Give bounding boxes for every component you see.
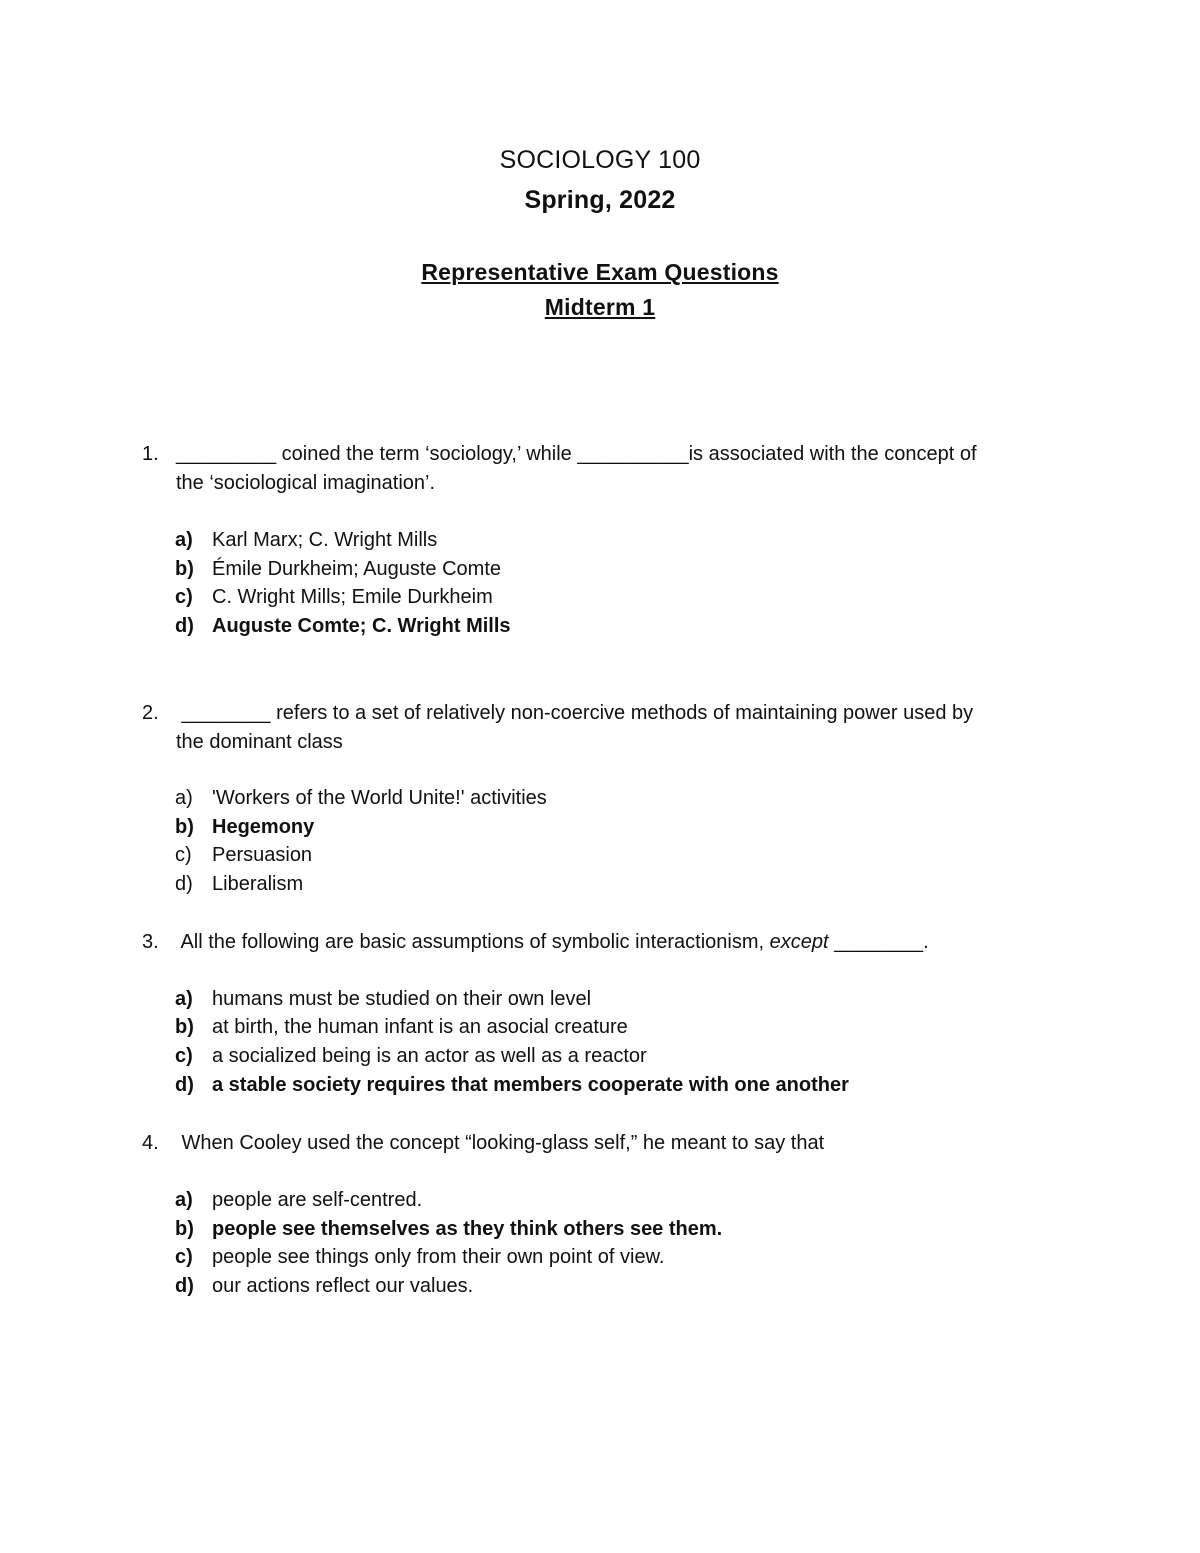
question-text-part: All the following are basic assumptions of symbolic interactionism, [176, 931, 770, 953]
question-text [176, 1129, 1056, 1158]
question-text-line: When Cooley used the concept “looking-glass self,” he meant to say that [176, 1132, 825, 1154]
option-letter: d) [175, 1074, 194, 1096]
question-number: 4. [142, 1132, 159, 1154]
option-text: Liberalism [212, 873, 304, 895]
option-text: Karl Marx; C. Wright Mills [212, 529, 438, 551]
option-text: Persuasion [212, 844, 313, 866]
answer-option[interactable] [175, 784, 547, 812]
option-letter: c) [175, 1246, 193, 1268]
option-letter: c) [175, 844, 192, 866]
option-letter: d) [175, 615, 194, 637]
option-letter: c) [175, 1045, 193, 1067]
option-letter: c) [175, 586, 193, 608]
option-text: Auguste Comte; C. Wright Mills [212, 615, 511, 637]
answer-option[interactable] [175, 526, 437, 554]
option-text: Hegemony [212, 816, 315, 838]
option-text: our actions reflect our values. [212, 1275, 474, 1297]
course-title: SOCIOLOGY 100 [499, 146, 701, 174]
option-text: people are self-centred. [212, 1189, 423, 1211]
option-text: Émile Durkheim; Auguste Comte [212, 558, 502, 580]
option-text: a socialized being is an actor as well as a reactor [212, 1045, 647, 1067]
option-letter: b) [175, 1016, 194, 1038]
option-letter: b) [175, 1218, 194, 1240]
option-letter: a) [175, 529, 193, 551]
question-number: 1. [142, 443, 159, 465]
option-letter: d) [175, 873, 193, 895]
option-text: people see themselves as they think others see them. [212, 1218, 723, 1240]
question-text [176, 699, 1056, 756]
exam-name: Midterm 1 [544, 294, 656, 320]
term-label: Spring, 2022 [524, 186, 676, 214]
question-number: 3. [142, 931, 159, 953]
answer-option[interactable] [175, 1272, 473, 1300]
question-text-line: _________ coined the term ‘sociology,’ while __________is associated with the concept of [176, 443, 977, 465]
question-text-line: the dominant class [176, 730, 343, 753]
answer-option[interactable] [175, 1042, 647, 1070]
option-text: at birth, the human infant is an asocial creature [212, 1016, 628, 1038]
option-letter: a) [175, 1189, 193, 1211]
question-text [176, 928, 1056, 957]
option-letter: b) [175, 816, 194, 838]
question-text-line: the ‘sociological imagination’. [176, 471, 436, 494]
answer-option[interactable] [175, 870, 303, 898]
option-text: people see things only from their own point of view. [212, 1246, 665, 1268]
question-emphasis: except [769, 931, 829, 953]
option-text: 'Workers of the World Unite!' activities [212, 787, 547, 809]
question-text-line: ________ refers to a set of relatively non-coercive methods of maintaining power used by [176, 702, 974, 724]
answer-option[interactable] [175, 555, 501, 583]
question-text [176, 440, 1056, 497]
answer-option-correct[interactable] [175, 813, 314, 841]
option-letter: a) [175, 787, 193, 809]
option-text: a stable society requires that members cooperate with one another [212, 1074, 849, 1096]
answer-option-correct[interactable] [175, 1215, 722, 1243]
answer-option[interactable] [175, 1186, 422, 1214]
question-text-part: ________. [828, 931, 929, 953]
option-text: C. Wright Mills; Emile Durkheim [212, 586, 493, 608]
answer-option-correct[interactable] [175, 1071, 849, 1099]
document-heading: Representative Exam Questions [421, 259, 779, 285]
answer-option-correct[interactable] [175, 612, 511, 640]
answer-option[interactable] [175, 1013, 628, 1041]
answer-option[interactable] [175, 1243, 664, 1271]
option-letter: d) [175, 1275, 194, 1297]
answer-option[interactable] [175, 841, 312, 869]
answer-option[interactable] [175, 583, 493, 611]
option-text: humans must be studied on their own level [212, 988, 592, 1010]
answer-option[interactable] [175, 985, 591, 1013]
option-letter: a) [175, 988, 193, 1010]
question-number: 2. [142, 702, 159, 724]
option-letter: b) [175, 558, 194, 580]
